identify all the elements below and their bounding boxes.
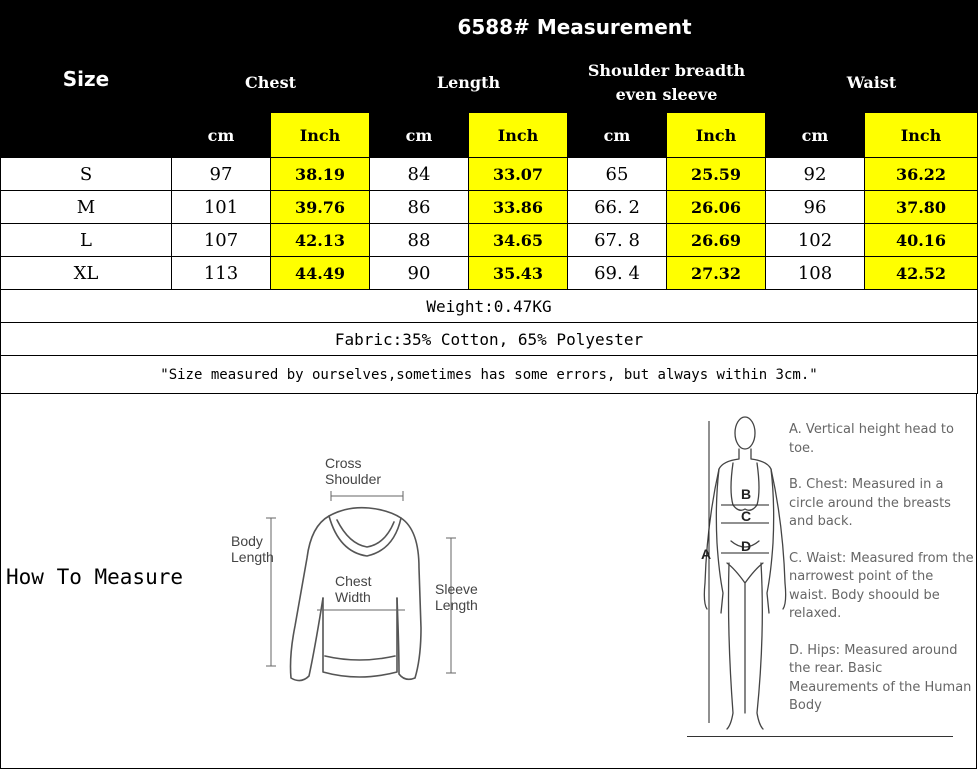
fabric-note: Fabric:35% Cotton, 65% Polyester — [1, 323, 978, 356]
value-cell: 36.22 — [865, 158, 978, 191]
table-row — [1, 158, 978, 191]
value-cell: 40.16 — [865, 224, 978, 257]
value-cell: 97 — [172, 158, 271, 191]
group-waist: Waist — [766, 54, 978, 113]
value-cell: 69. 4 — [568, 257, 667, 290]
value-cell: 25.59 — [667, 158, 766, 191]
note-a: A. Vertical height head to toe. — [789, 422, 954, 456]
marker-d: D — [741, 538, 752, 554]
value-cell: 88 — [370, 224, 469, 257]
label-cross: Cross — [325, 455, 362, 471]
label-body-length: Length — [231, 549, 274, 565]
size-cell: M — [1, 191, 172, 224]
value-cell: 92 — [766, 158, 865, 191]
label-sleeve-length: Length — [435, 597, 478, 613]
value-cell: 39.76 — [271, 191, 370, 224]
value-cell: 108 — [766, 257, 865, 290]
value-cell: 67. 8 — [568, 224, 667, 257]
unit-inch: Inch — [469, 113, 568, 158]
body-figure — [687, 413, 797, 733]
value-cell: 86 — [370, 191, 469, 224]
value-cell: 33.86 — [469, 191, 568, 224]
body-outline — [704, 417, 785, 729]
unit-cm: cm — [172, 113, 271, 158]
value-cell: 34.65 — [469, 224, 568, 257]
unit-inch: Inch — [865, 113, 978, 158]
table-row — [1, 224, 978, 257]
value-cell: 42.13 — [271, 224, 370, 257]
unit-cm: cm — [766, 113, 865, 158]
table-row — [1, 257, 978, 290]
value-cell: 33.07 — [469, 158, 568, 191]
shirt-diagram — [229, 448, 499, 698]
value-cell: 65 — [568, 158, 667, 191]
how-to-measure-section — [0, 393, 977, 769]
marker-b: B — [741, 486, 752, 502]
value-cell: 107 — [172, 224, 271, 257]
value-cell: 102 — [766, 224, 865, 257]
marker-c: C — [741, 508, 752, 524]
value-cell: 96 — [766, 191, 865, 224]
label-sleeve: Sleeve — [435, 581, 478, 597]
value-cell: 35.43 — [469, 257, 568, 290]
note-c: C. Waist: Measured from the narrowest point of the waist. Body shoould be relaxed. — [789, 550, 974, 621]
unit-inch: Inch — [667, 113, 766, 158]
label-chest-width: Width — [335, 589, 371, 605]
value-cell: 101 — [172, 191, 271, 224]
value-cell: 37.80 — [865, 191, 978, 224]
size-cell: S — [1, 158, 172, 191]
value-cell: 66. 2 — [568, 191, 667, 224]
size-cell: L — [1, 224, 172, 257]
value-cell: 38.19 — [271, 158, 370, 191]
size-header: Size — [1, 1, 172, 158]
unit-inch: Inch — [271, 113, 370, 158]
group-length: Length — [370, 54, 568, 113]
unit-cm: cm — [568, 113, 667, 158]
figure-baseline — [687, 736, 953, 737]
value-cell: 42.52 — [865, 257, 978, 290]
label-shoulder: Shoulder — [325, 471, 382, 487]
value-cell: 26.06 — [667, 191, 766, 224]
value-cell: 27.32 — [667, 257, 766, 290]
value-cell: 84 — [370, 158, 469, 191]
group-shoulder: Shoulder breadth even sleeve — [568, 54, 766, 113]
value-cell: 44.49 — [271, 257, 370, 290]
unit-cm: cm — [370, 113, 469, 158]
value-cell: 90 — [370, 257, 469, 290]
chart-title: 6588# Measurement — [172, 1, 978, 54]
disclaimer-note: "Size measured by ourselves,sometimes has some errors, but always within 3cm." — [1, 356, 978, 394]
value-cell: 26.69 — [667, 224, 766, 257]
size-cell: XL — [1, 257, 172, 290]
group-chest: Chest — [172, 54, 370, 113]
label-body: Body — [231, 533, 263, 549]
note-d: D. Hips: Measured around the rear. Basic Meaurements of the Human Body — [789, 642, 972, 713]
label-chest: Chest — [335, 573, 372, 589]
weight-note: Weight:0.47KG — [1, 290, 978, 323]
marker-a: A — [701, 546, 712, 562]
how-to-measure-label: How To Measure — [6, 565, 184, 589]
table-row — [1, 191, 978, 224]
value-cell: 113 — [172, 257, 271, 290]
note-b: B. Chest: Measured in a circle around the breasts and back. — [789, 477, 951, 529]
body-measure-notes — [789, 421, 974, 734]
